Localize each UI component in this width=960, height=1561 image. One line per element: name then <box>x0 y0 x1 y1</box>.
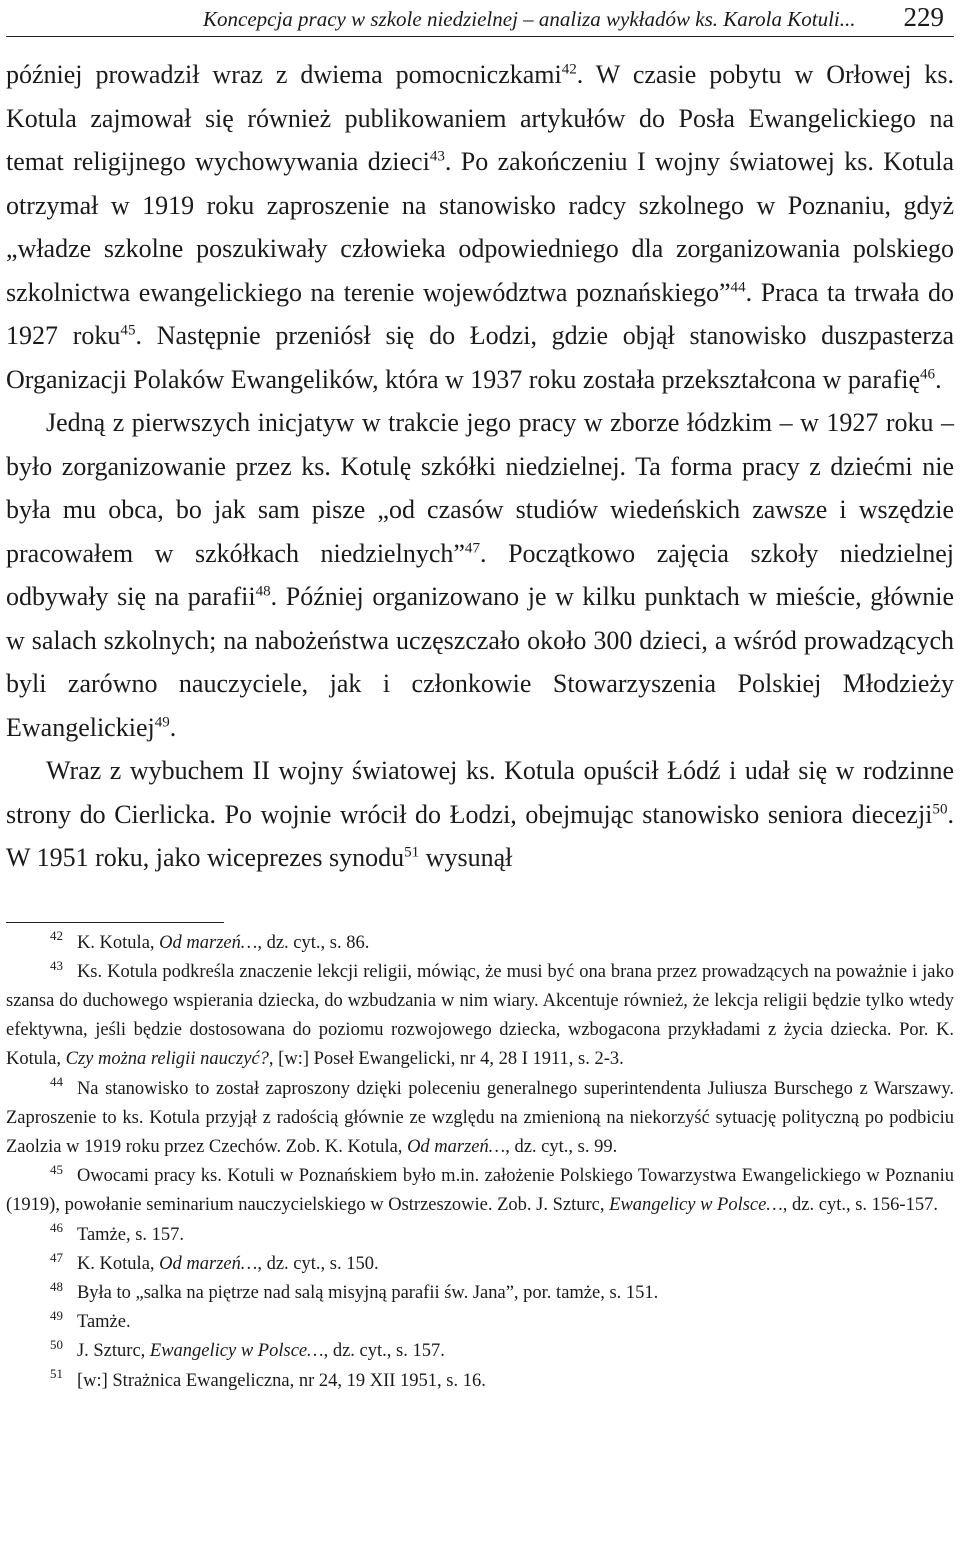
main-text <box>6 53 954 880</box>
footnote-50: $^{50}$ J. Szturc, Ewangelicy w Polsce…, dz. cyt., s. 157. <box>50 1337 445 1362</box>
footnote-ref-50[interactable]: 50 <box>932 800 948 817</box>
footnote-ref-49[interactable]: 49 <box>154 713 170 730</box>
running-header <box>6 2 954 37</box>
footnote-ref-51[interactable]: 51 <box>404 844 420 861</box>
footnote-ref-46[interactable]: 46 <box>920 365 936 382</box>
footnote-51: $^{51}$ [w:] Strażnica Ewangeliczna, nr 24, 19 XII 1951, s. 16. <box>50 1366 486 1391</box>
footnote-ref-47[interactable]: 47 <box>464 539 480 556</box>
paragraph-2: Jedną z pierwszych inicjatyw w trakcie jego pracy w zborze łódzkim – w 1927 roku – było zorganizowanie przez ks. Kotulę szkółki niedzielnej. Ta forma pracy z dziećmi nie była mu obca, bo jak sam pisze „od czasów studiów wiedeńskich zawsze i wszędzie pracowałem w szkółkach niedzielnych”$^{47}$. Początkowo zajęcia szkoły niedzielnej odbywały się na parafii$^{48}$. Później organizowano je w kilku punktach w mieście, głównie w salach szkolnych; na nabożeństwa uczęszczało około 300 dzieci, a wśród prowadzących byli zarówno nauczyciele, jak i członkowie Stowarzyszenia Polskiej Młodzieży Ewangelickiej$^{49}$. <box>6 408 954 742</box>
footnote-ref-48[interactable]: 48 <box>255 583 271 600</box>
running-title: Koncepcja pracy w szkole niedzielnej – analiza wykładów ks. Karola Kotuli... <box>203 7 856 31</box>
footnote-divider <box>6 922 224 923</box>
paragraph-1: później prowadził wraz z dwiema pomocniczkami$^{42}$. W czasie pobytu w Orłowej ks. Kotula zajmował się również publikowaniem artykułów do Posła Ewangelickiego na temat religijnego wychowywania dzieci$^{43}$. Po zakończeniu I wojny światowej ks. Kotula otrzymał w 1919 roku zaproszenie na stanowisko radcy szkolnego w Poznaniu, gdyż „władze szkolne poszukiwały człowieka odpowiedniego dla zorganizowania polskiego szkolnictwa ewangelickiego na terenie województwa poznańskiego”$^{44}$. Praca ta trwała do 1927 roku$^{45}$. Następnie przeniósł się do Łodzi, gdzie objął stanowisko duszpasterza Organizacji Polaków Ewangelików, która w 1937 roku została przekształcona w parafię$^{46}$. <box>6 60 954 394</box>
footnote-45: $^{45}$ Owocami pracy ks. Kotuli w Poznańskiem było m.in. założenie Polskiego Towarzystwa Ewangelickiego w Poznaniu (1919), powołanie seminarium nauczycielskiego w Ostrzeszowie. Zob. J. Szturc, Ewangelicy w Polsce…, dz. cyt., s. 156-157. <box>6 1161 954 1216</box>
footnote-44: $^{44}$ Na stanowisko to został zaproszony dzięki poleceniu generalnego superintendenta Juliusza Burschego z Warszawy. Zaproszenie to ks. Kotula przyjął z radością głównie ze względu na zmienioną na niekorzyść sytuację polityczną po podbiciu Zaolzia w 1919 roku przez Czechów. Zob. K. Kotula, Od marzeń…, dz. cyt., s. 99. <box>6 1074 954 1157</box>
footnote-43: $^{43}$ Ks. Kotula podkreśla znaczenie lekcji religii, mówiąc, że musi być ona brana przez prowadzących na poważnie i jako szansa do duchowego wspierania dziecka, do wzbudzania w nim wiary. Akcentuje również, że lekcja religii będzie tylko wtedy efektywna, jeśli będzie dostosowana do poziomu rozwojowego dziecka, wzbogacona przykładami z życia dziecka. Por. K. Kotula, Czy można religii nauczyć?, [w:] Poseł Ewangelicki, nr 4, 28 I 1911, s. 2-3. <box>6 957 954 1070</box>
footnote-ref-45[interactable]: 45 <box>120 322 136 339</box>
footnote-42: $^{42}$ K. Kotula, Od marzeń…, dz. cyt., s. 86. <box>50 928 370 953</box>
footnote-ref-44[interactable]: 44 <box>730 278 746 295</box>
page-number: 229 <box>903 2 944 32</box>
footnote-47: $^{47}$ K. Kotula, Od marzeń…, dz. cyt., s. 150. <box>50 1249 379 1274</box>
footnote-ref-42[interactable]: 42 <box>561 61 577 78</box>
footnote-49: $^{49}$ Tamże. <box>50 1307 131 1333</box>
footnote-46: $^{46}$ Tamże, s. 157. <box>50 1220 185 1245</box>
paragraph-3: Wraz z wybuchem II wojny światowej ks. Kotula opuścił Łódź i udał się w rodzinne strony do Cierlicka. Po wojnie wrócił do Łodzi, obejmując stanowisko seniora diecezji$^{50}$. W 1951 roku, jako wiceprezes synodu$^{51}$ wysunął <box>6 756 954 872</box>
footnotes <box>6 929 954 1396</box>
footnote-ref-43[interactable]: 43 <box>429 148 445 165</box>
book-page <box>0 2 960 1561</box>
footnote-48: $^{48}$ Była to „salka na piętrze nad salą misyjną parafii św. Jana”, por. tamże, s. 151. <box>50 1278 659 1303</box>
